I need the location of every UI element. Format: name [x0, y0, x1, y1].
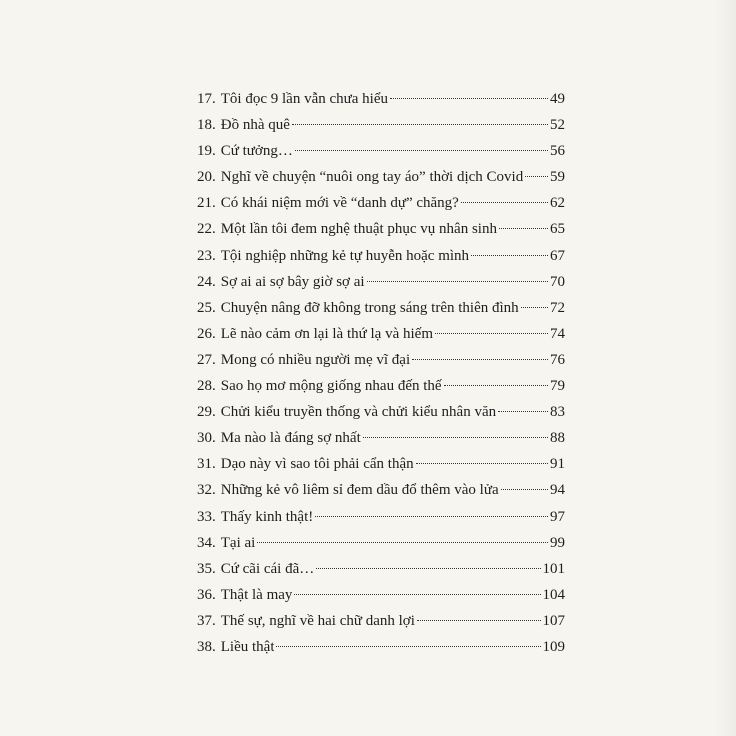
toc-entry-title: Ma nào là đáng sợ nhất	[220, 430, 361, 447]
dot-leader	[417, 620, 541, 621]
toc-entry-number: 20.	[197, 169, 216, 186]
toc-entry-title: Liều thật	[220, 638, 275, 655]
dot-leader	[498, 411, 548, 412]
toc-entry-page-number: 74	[550, 325, 565, 342]
toc-entry	[197, 399, 565, 425]
toc-entry	[197, 504, 565, 530]
toc-entry	[197, 582, 565, 608]
toc-entry-number: 33.	[197, 508, 216, 525]
toc-entry-page-number: 56	[550, 143, 565, 160]
toc-entry-page-number: 59	[550, 169, 565, 186]
toc-entry	[197, 425, 565, 451]
toc-entry-number: 31.	[197, 456, 216, 473]
toc-entry-title: Thấy kinh thật!	[220, 508, 314, 525]
toc-entry	[197, 164, 565, 190]
toc-entry-title: Sao họ mơ mộng giống nhau đến thế	[220, 378, 442, 395]
toc-entry-page-number: 107	[542, 612, 565, 629]
toc-entry-page-number: 67	[550, 247, 565, 264]
toc-entry-title: Những kẻ vô liêm sỉ đem dầu đổ thêm vào lửa	[220, 482, 499, 499]
toc-entry-number: 28.	[197, 378, 216, 395]
dot-leader	[294, 594, 540, 595]
toc-entry-title: Dạo này vì sao tôi phải cẩn thận	[220, 456, 414, 473]
toc-entry	[197, 295, 565, 321]
toc-entry-page-number: 88	[550, 430, 565, 447]
toc-entry	[197, 373, 565, 399]
toc-entry-title: Lẽ nào cảm ơn lại là thứ lạ và hiếm	[220, 325, 433, 342]
toc-entry-page-number: 83	[550, 404, 565, 421]
toc-entry	[197, 138, 565, 164]
toc-entry-number: 22.	[197, 221, 216, 238]
toc-entry-page-number: 52	[550, 117, 565, 134]
toc-entry-number: 27.	[197, 351, 216, 368]
toc-entry	[197, 243, 565, 269]
toc-entry-number: 19.	[197, 143, 216, 160]
toc-entry-title: Thế sự, nghĩ về hai chữ danh lợi	[220, 612, 415, 629]
toc-entry	[197, 347, 565, 373]
toc-entry-title: Cứ tưởng…	[220, 143, 293, 160]
toc-entry-page-number: 101	[542, 560, 565, 577]
toc-entry-page-number: 70	[550, 273, 565, 290]
toc-entry-page-number: 62	[550, 195, 565, 212]
toc-entry-title: Tại ai	[220, 534, 256, 551]
dot-leader	[276, 646, 540, 647]
toc-entry-title: Có khái niệm mới về “danh dự” chăng?	[220, 195, 459, 212]
toc-entry	[197, 634, 565, 660]
dot-leader	[292, 124, 548, 125]
toc-entry-title: Một lần tôi đem nghệ thuật phục vụ nhân sinh	[220, 221, 497, 238]
dot-leader	[315, 516, 548, 517]
toc-entry	[197, 451, 565, 477]
toc-entry-page-number: 91	[550, 456, 565, 473]
toc-entry-number: 23.	[197, 247, 216, 264]
dot-leader	[412, 359, 548, 360]
dot-leader	[257, 542, 548, 543]
dot-leader	[521, 307, 548, 308]
toc-entry-page-number: 104	[542, 586, 565, 603]
toc-entry	[197, 269, 565, 295]
page-edge-shadow	[714, 0, 736, 736]
toc-entry-number: 25.	[197, 299, 216, 316]
toc-entry-page-number: 94	[550, 482, 565, 499]
toc-entry-number: 32.	[197, 482, 216, 499]
toc-entry	[197, 477, 565, 503]
dot-leader	[390, 98, 548, 99]
table-of-contents	[197, 86, 565, 660]
toc-entry-page-number: 97	[550, 508, 565, 525]
toc-entry-title: Cứ cãi cái đã…	[220, 560, 315, 577]
toc-entry-page-number: 49	[550, 91, 565, 107]
toc-entry	[197, 190, 565, 216]
dot-leader	[444, 385, 548, 386]
toc-entry-title: Tôi đọc 9 lần vẫn chưa hiểu	[220, 91, 388, 107]
toc-entry-number: 29.	[197, 404, 216, 421]
toc-entry	[197, 112, 565, 138]
toc-entry-page-number: 76	[550, 351, 565, 368]
toc-entry-title: Sợ ai ai sợ bây giờ sợ ai	[220, 273, 365, 290]
toc-entry-number: 18.	[197, 117, 216, 134]
toc-entry-number: 30.	[197, 430, 216, 447]
toc-entry-number: 34.	[197, 534, 216, 551]
dot-leader	[416, 463, 548, 464]
toc-entry	[197, 556, 565, 582]
toc-entry-number: 26.	[197, 325, 216, 342]
toc-entry	[197, 216, 565, 242]
toc-entry-title: Chuyện nâng đỡ không trong sáng trên thiên đình	[220, 299, 519, 316]
toc-entry-number: 38.	[197, 638, 216, 655]
dot-leader	[461, 202, 548, 203]
toc-entry-title: Chửi kiểu truyền thống và chửi kiểu nhân văn	[220, 404, 497, 421]
toc-entry-number: 17.	[197, 91, 216, 107]
toc-entry-title: Thật là may	[220, 586, 293, 603]
toc-entry-title: Nghĩ về chuyện “nuôi ong tay áo” thời dịch Covid	[220, 169, 524, 186]
toc-entry-title: Đồ nhà quê	[220, 117, 290, 134]
toc-entry-number: 36.	[197, 586, 216, 603]
dot-leader	[363, 437, 548, 438]
toc-entry-page-number: 109	[542, 638, 565, 655]
toc-entry	[197, 321, 565, 347]
dot-leader	[316, 568, 540, 569]
dot-leader	[501, 489, 548, 490]
toc-entry	[197, 608, 565, 634]
toc-entry-number: 21.	[197, 195, 216, 212]
dot-leader	[471, 255, 548, 256]
toc-entry-page-number: 65	[550, 221, 565, 238]
dot-leader	[525, 176, 548, 177]
dot-leader	[295, 150, 548, 151]
toc-entry-page-number: 99	[550, 534, 565, 551]
toc-entry-number: 24.	[197, 273, 216, 290]
toc-entry	[197, 530, 565, 556]
toc-entry-number: 35.	[197, 560, 216, 577]
toc-entry	[197, 86, 565, 112]
dot-leader	[435, 333, 548, 334]
toc-entry-title: Tội nghiệp những kẻ tự huyễn hoặc mình	[220, 247, 470, 264]
toc-entry-title: Mong có nhiều người mẹ vĩ đại	[220, 351, 411, 368]
toc-entry-page-number: 72	[550, 299, 565, 316]
toc-entry-page-number: 79	[550, 378, 565, 395]
toc-entry-number: 37.	[197, 612, 216, 629]
dot-leader	[367, 281, 548, 282]
dot-leader	[499, 228, 548, 229]
